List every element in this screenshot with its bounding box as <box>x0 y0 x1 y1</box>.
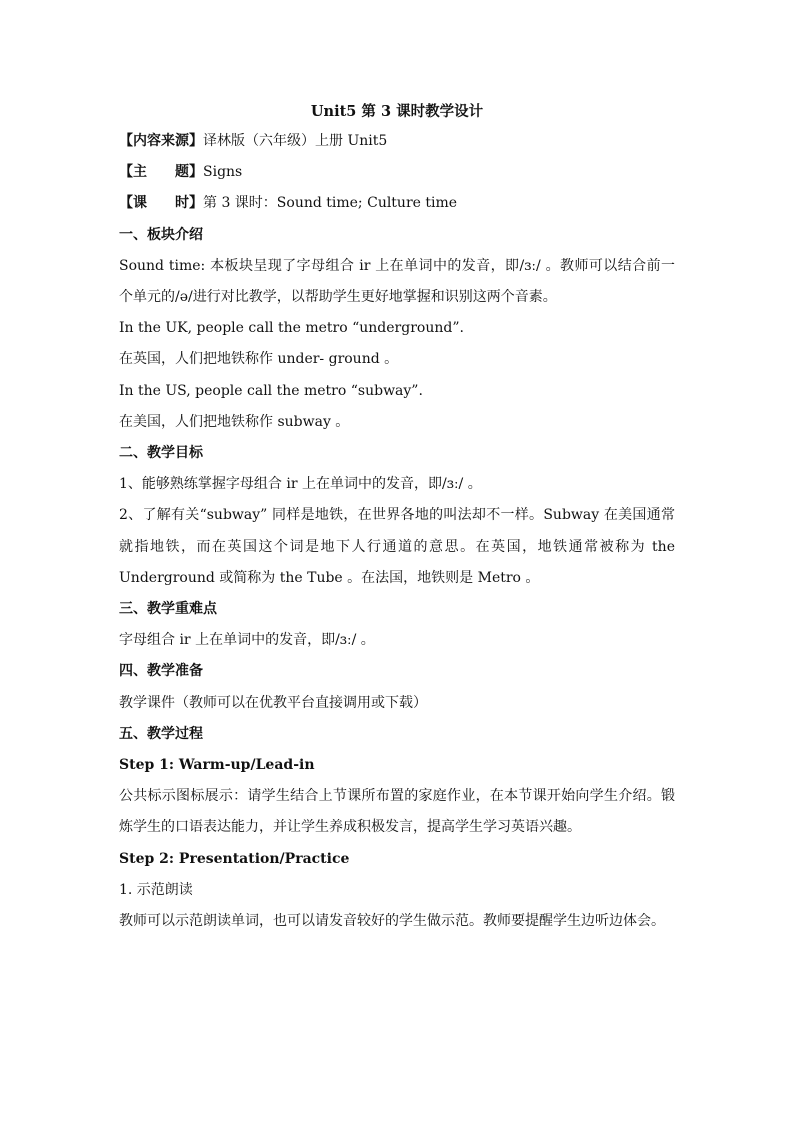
paragraph: 在英国，人们把地铁称作 under- ground 。 <box>119 351 399 368</box>
subheading: 1. 示范朗读 <box>119 881 193 898</box>
document-title: Unit5 第 3 课时教学设计 <box>310 103 484 120</box>
section-heading: 五、教学过程 <box>119 725 203 742</box>
meta-label: 【课 时】 <box>119 195 203 212</box>
meta-value: Signs <box>203 164 243 181</box>
section-heading: 三、教学重难点 <box>119 601 217 618</box>
paragraph: 在美国，人们把地铁称作 subway 。 <box>119 413 350 430</box>
meta-label: 【内容来源】 <box>119 133 203 149</box>
paragraph: Sound time: 本板块呈现了字母组合 ir 上在单词中的发音，即/ɜː/ 。教师可以结合前一个单元的/ə/进行对比教学，以帮助学生更好地掌握和识别这两个音素。 <box>119 257 675 306</box>
meta-label: 【主 题】 <box>119 164 203 181</box>
paragraph: 1、能够熟练掌握字母组合 ir 上在单词中的发音，即/ɜː/ 。 <box>119 476 482 493</box>
meta-topic <box>119 157 675 188</box>
step-title: Step 2: Presentation/Practice <box>119 850 350 867</box>
paragraph: 2、了解有关“subway” 同样是地铁，在世界各地的叫法却不一样。Subway 在美国通常就指地铁，而在英国这个词是地下人行通道的意思。在英国，地铁通常被称为 the Underground 或简称为 the Tube 。在法国，地铁则是 Metro 。 <box>119 507 675 586</box>
meta-source <box>119 126 675 157</box>
meta-period <box>119 188 675 219</box>
paragraph: 字母组合 ir 上在单词中的发音，即/ɜː/ 。 <box>119 632 375 649</box>
section-heading: 二、教学目标 <box>119 445 203 462</box>
meta-value: 第 3 课时：Sound time; Culture time <box>203 195 458 212</box>
document-body <box>119 126 675 937</box>
paragraph: 教师可以示范朗读单词，也可以请发音较好的学生做示范。教师要提醒学生边听边体会。 <box>119 913 665 930</box>
paragraph: 公共标示图标展示：请学生结合上节课所布置的家庭作业，在本节课开始向学生介绍。锻炼学生的口语表达能力，并让学生养成积极发言，提高学生学习英语兴趣。 <box>119 788 675 836</box>
paragraph: In the US, people call the metro “subway”. <box>119 382 423 399</box>
paragraph: In the UK, people call the metro “underground”. <box>119 320 464 337</box>
paragraph: 教学课件（教师可以在优教平台直接调用或下载） <box>119 694 427 711</box>
meta-value: 译林版（六年级）上册 Unit5 <box>203 133 388 149</box>
section-heading: 四、教学准备 <box>119 663 203 680</box>
section-heading: 一、板块介绍 <box>119 226 203 243</box>
step-title: Step 1: Warm-up/Lead-in <box>119 757 315 774</box>
